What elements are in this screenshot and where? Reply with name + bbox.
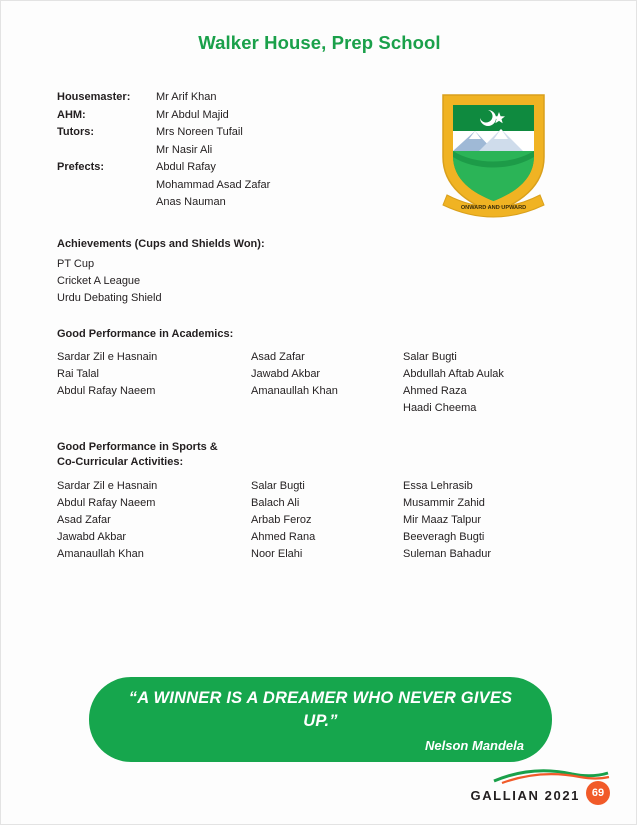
list-item: Balach Ali: [251, 497, 300, 509]
list-item: Sardar Zil e Hasnain: [57, 480, 158, 492]
list-item: Arbab Feroz: [251, 514, 312, 526]
staff-list: [57, 90, 397, 213]
staff-row: [57, 160, 397, 175]
list-item: Jawabd Akbar: [57, 531, 127, 543]
list-item: Abdul Rafay Naeem: [57, 385, 156, 397]
list-item: Noor Elahi: [251, 548, 303, 560]
staff-label: Tutors:: [57, 126, 95, 138]
staff-value: Mr Abdul Majid: [156, 108, 229, 121]
list-item: Beeveragh Bugti: [403, 531, 485, 543]
list-item: Asad Zafar: [251, 351, 305, 363]
list-item: Salar Bugti: [403, 351, 457, 363]
sports-heading-line1: Good Performance in Sports &: [57, 441, 218, 453]
staff-value: Mohammad Asad Zafar: [156, 178, 271, 191]
achievements-list: [57, 256, 162, 307]
quote-author: Nelson Mandela: [425, 738, 524, 753]
sports-columns: [57, 478, 577, 563]
list-item: Amanaullah Khan: [57, 548, 144, 560]
list-item: Sardar Zil e Hasnain: [57, 351, 158, 363]
list-item: Asad Zafar: [57, 514, 111, 526]
quote-text: “A WINNER IS A DREAMER WHO NEVER GIVES UP.”: [128, 689, 513, 730]
academics-column: [403, 349, 504, 417]
page-number-badge: 69: [586, 781, 610, 805]
list-item: PT Cup: [57, 258, 95, 270]
staff-value: Mr Arif Khan: [156, 91, 217, 103]
academics-columns: [57, 349, 577, 417]
list-item: Jawabd Akbar: [251, 368, 321, 380]
staff-row: [57, 125, 397, 140]
list-item: Abdul Rafay Naeem: [57, 497, 156, 509]
list-item: Rai Talal: [57, 368, 99, 380]
staff-value: Mr Nasir Ali: [156, 143, 213, 156]
sports-column: [251, 478, 403, 563]
quote-banner: [89, 677, 552, 762]
academics-heading: Good Performance in Academics:: [57, 328, 234, 340]
list-item: Amanaullah Khan: [251, 385, 338, 397]
sports-heading-line2: Co-Curricular Activities:: [57, 456, 184, 468]
footer: [470, 780, 610, 806]
staff-label: AHM:: [57, 108, 86, 121]
footer-brand: GALLIAN 2021: [470, 787, 580, 803]
achievements-heading: Achievements (Cups and Shields Won):: [57, 238, 265, 250]
list-item: Suleman Bahadur: [403, 548, 492, 560]
page-title: Walker House, Prep School: [198, 32, 441, 53]
staff-row: [57, 108, 397, 123]
list-item: Urdu Debating Shield: [57, 292, 162, 304]
staff-value: Anas Nauman: [156, 196, 226, 208]
list-item: Essa Lehrasib: [403, 480, 473, 492]
sports-column: [403, 478, 491, 563]
academics-column: [251, 349, 403, 417]
list-item: Musammir Zahid: [403, 497, 485, 509]
staff-label: Housemaster:: [57, 91, 131, 103]
list-item: Abdullah Aftab Aulak: [403, 368, 504, 380]
list-item: Salar Bugti: [251, 480, 305, 492]
crest-motto: ONWARD AND UPWARD: [460, 205, 527, 211]
staff-label: Prefects:: [57, 161, 105, 173]
academics-column: [57, 349, 251, 417]
list-item: Cricket A League: [57, 275, 141, 287]
list-item: Ahmed Rana: [251, 531, 316, 543]
list-item: Haadi Cheema: [403, 402, 477, 414]
list-item: Ahmed Raza: [403, 385, 467, 397]
staff-value: Mrs Noreen Tufail: [156, 126, 243, 138]
staff-row: [57, 90, 397, 105]
sports-column: [57, 478, 251, 563]
staff-value: Abdul Rafay: [156, 161, 216, 173]
list-item: Mir Maaz Talpur: [403, 514, 482, 526]
house-crest-icon: [431, 87, 556, 222]
